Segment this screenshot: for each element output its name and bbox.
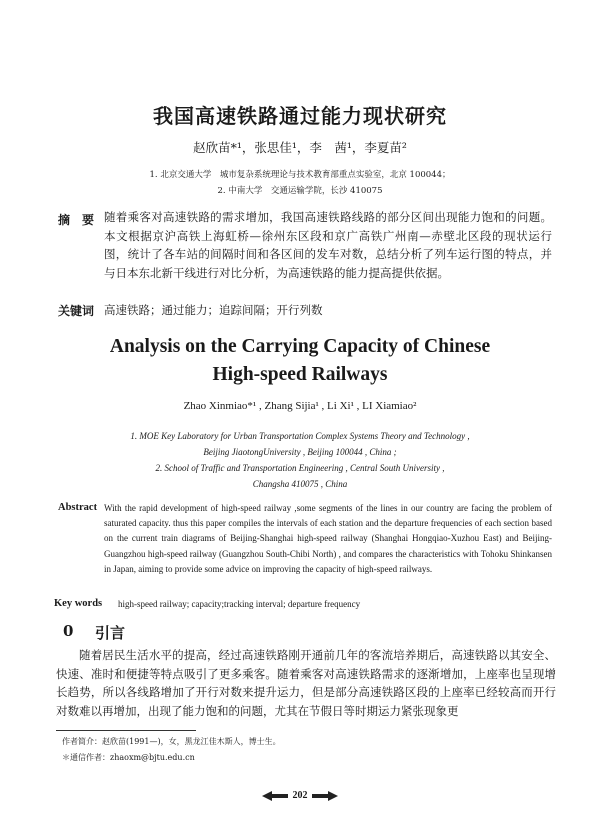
en-affiliation-2 bbox=[0, 460, 600, 492]
en-affiliation-1-line-2: Beijing JiaotongUniversity , Beijing 100044 , China ; bbox=[203, 447, 397, 457]
footnote-divider bbox=[56, 730, 196, 731]
en-authors: Zhao Xinmiao*¹ , Zhang Sijia¹ , Li Xi¹ , LI Xiamiao² bbox=[183, 400, 417, 412]
cn-affiliation-2: 2. 中南大学 交通运输学院，长沙 410075 bbox=[217, 186, 383, 196]
page-number: 202 bbox=[292, 790, 308, 802]
cn-keywords-label: 关键词 bbox=[58, 304, 95, 318]
en-keywords-text: high-speed railway; capacity;tracking interval; departure frequency bbox=[118, 599, 361, 609]
footnote-corresponding-author: ＊通信作者：zhaoxm@bjtu.edu.cn bbox=[62, 753, 195, 762]
en-title-line-2: High-speed Railways bbox=[212, 364, 388, 385]
en-abstract-text: With the rapid development of high-speed railway ,some segments of the lines in our country are facing the problem of saturated capacity. thus this paper compiles the intervals of each station and the departure frequencies of each section based on the current train diagrams of Beijing-Shanghai high-speed railway (Shanghai Hongqiao-Xuzhou East) and Beijing-Guangzhou high-speed railway (Guangzhou South-Chibi North) , and compares the characteristics with Tohoku Shinkansen in Japan, aiming to provide some advice on improving the capacity of high-speed railways. bbox=[104, 503, 552, 574]
right-arrow-ornament-icon bbox=[312, 791, 338, 801]
cn-title: 我国高速铁路通过能力现状研究 bbox=[153, 104, 447, 128]
cn-abstract-label: 摘 要 bbox=[58, 213, 95, 227]
cn-keywords-text: 高速铁路；通过能力；追踪间隔；开行列数 bbox=[104, 303, 323, 317]
body-paragraph: 随着居民生活水平的提高，经过高速铁路刚开通前几年的客流培养期后，高速铁路以其安全、快速、准时和便捷等特点吸引了更多乘客。随着乘客对高速铁路需求的逐渐增加，上座率也呈现增长趋势，所以各线路增加了开行对数来提升运力，但是部分高速铁路区段的上座率已经较高而开行对数难以再增加，出现了能力饱和的问题，尤其在节假日等时期运力紧张现象更 bbox=[56, 648, 556, 718]
en-abstract-label: Abstract bbox=[58, 502, 98, 513]
footnote-author-bio: 作者简介：赵欣苗(1991—)，女，黑龙江佳木斯人，博士生。 bbox=[62, 737, 281, 746]
cn-abstract-text: 随着乘客对高速铁路的需求增加，我国高速铁路线路的部分区间出现能力饱和的问题。本文根据京沪高铁上海虹桥—徐州东区段和京广高铁广州南—赤壁北区段的现状运行图，统计了各车站的间隔时间和各区间的发车对数，总结分析了列车运行图的特点，并与日本东北新干线进行对比分析，为高速铁路的能力提高提供依据。 bbox=[104, 210, 552, 280]
en-title-line-1: Analysis on the Carrying Capacity of Chinese bbox=[109, 336, 491, 357]
en-affiliation-1 bbox=[0, 428, 600, 460]
cn-affiliation-1: 1. 北京交通大学 城市复杂系统理论与技术教育部重点实验室，北京 100044； bbox=[149, 170, 451, 180]
en-affiliation-1-line-1: 1. MOE Key Laboratory for Urban Transportation Complex Systems Theory and Technology , bbox=[130, 431, 470, 441]
left-arrow-ornament-icon bbox=[262, 791, 288, 801]
en-affiliation-2-line-2: Changsha 410075 , China bbox=[252, 479, 348, 489]
body-text bbox=[56, 646, 556, 720]
section-title: 引言 bbox=[95, 624, 126, 642]
cn-authors: 赵欣苗*¹，张思佳¹，李 茜¹，李夏苗² bbox=[193, 140, 407, 155]
en-keywords-label: Key words bbox=[54, 598, 103, 609]
section-number: 0 bbox=[63, 622, 74, 640]
page-number-block bbox=[0, 790, 600, 801]
en-affiliation-2-line-1: 2. School of Traffic and Transportation Engineering , Central South University , bbox=[155, 463, 445, 473]
